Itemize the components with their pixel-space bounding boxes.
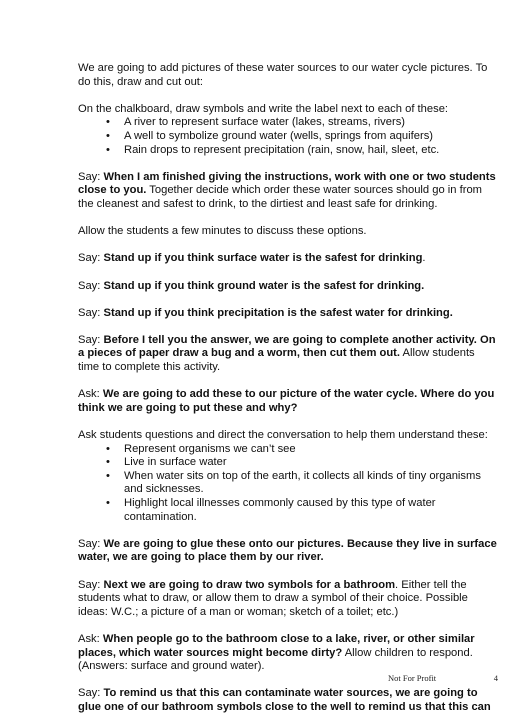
list-item: • Rain drops to represent precipitation (rain, snow, hail, sleet, etc. bbox=[124, 144, 498, 158]
questions-paragraph: Ask students questions and direct the conversation to help them understand these: bbox=[78, 429, 488, 442]
footer-text: Not For Profit bbox=[388, 673, 437, 683]
understanding-list bbox=[78, 443, 498, 525]
water-sources-list bbox=[78, 116, 498, 157]
chalkboard-paragraph: On the chalkboard, draw symbols and write the label next to each of these: bbox=[78, 102, 449, 115]
say-instruction-4: Say: Stand up if you think precipitation is the safest water for drinking. bbox=[78, 306, 453, 319]
say-instruction-2: Say: Stand up if you think surface water is the safest for drinking. bbox=[78, 252, 426, 265]
list-item: • Highlight local illnesses commonly caused by this type of water contamination. bbox=[124, 497, 498, 524]
intro-paragraph: We are going to add pictures of these water sources to our water cycle pictures. To do this, draw and cut out: bbox=[78, 62, 488, 88]
say-instruction-8: Say: To remind us that this can contaminate water sources, we are going to glue one of our bathroom symbols close to the well to remind us that this can bbox=[78, 687, 491, 713]
ask-question-1: Ask: We are going to add these to our picture of the water cycle. Where do you think we are going to put these and why? bbox=[78, 388, 495, 414]
list-item: • A river to represent surface water (lakes, streams, rivers) bbox=[124, 116, 498, 130]
ask-question-2: Ask: When people go to the bathroom close to a lake, river, or other similar places, which water sources might become dirty? Allow children to respond. (Answers: surface and ground water). bbox=[78, 632, 475, 673]
list-item: • Represent organisms we can’t see bbox=[124, 443, 498, 457]
list-item: • A well to symbolize ground water (wells, springs from aquifers) bbox=[124, 130, 498, 144]
say-instruction-6: Say: We are going to glue these onto our pictures. Because they live in surface water, we are going to place them by our river. bbox=[78, 537, 497, 564]
discussion-paragraph: Allow the students a few minutes to discuss these options. bbox=[78, 225, 367, 238]
list-item: • Live in surface water bbox=[124, 456, 498, 470]
say-instruction-5: Say: Before I tell you the answer, we are going to complete another activity. On a pieces of paper draw a bug and a worm, then cut them out. Allow students time to complete this activity. bbox=[78, 333, 496, 374]
list-item: • When water sits on top of the earth, it collects all kinds of tiny organisms and sicknesses. bbox=[124, 470, 498, 497]
say-instruction-1: Say: When I am finished giving the instructions, work with one or two students close to you. Together decide which order these water sources should go in from the cleanest and safest to drink, to the dirtiest and least safe for drinking. bbox=[78, 170, 496, 210]
page-number: 4 bbox=[493, 673, 498, 683]
say-instruction-7: Say: Next we are going to draw two symbols for a bathroom. Either tell the students what to draw, or allow them to draw a symbol of their choice. Possible ideas: W.C.; a picture of a man or woman; sketch of a toilet; etc.) bbox=[78, 578, 468, 618]
say-instruction-3: Say: Stand up if you think ground water is the safest for drinking. bbox=[78, 279, 425, 292]
page-footer bbox=[388, 673, 498, 683]
document-page bbox=[78, 62, 498, 728]
